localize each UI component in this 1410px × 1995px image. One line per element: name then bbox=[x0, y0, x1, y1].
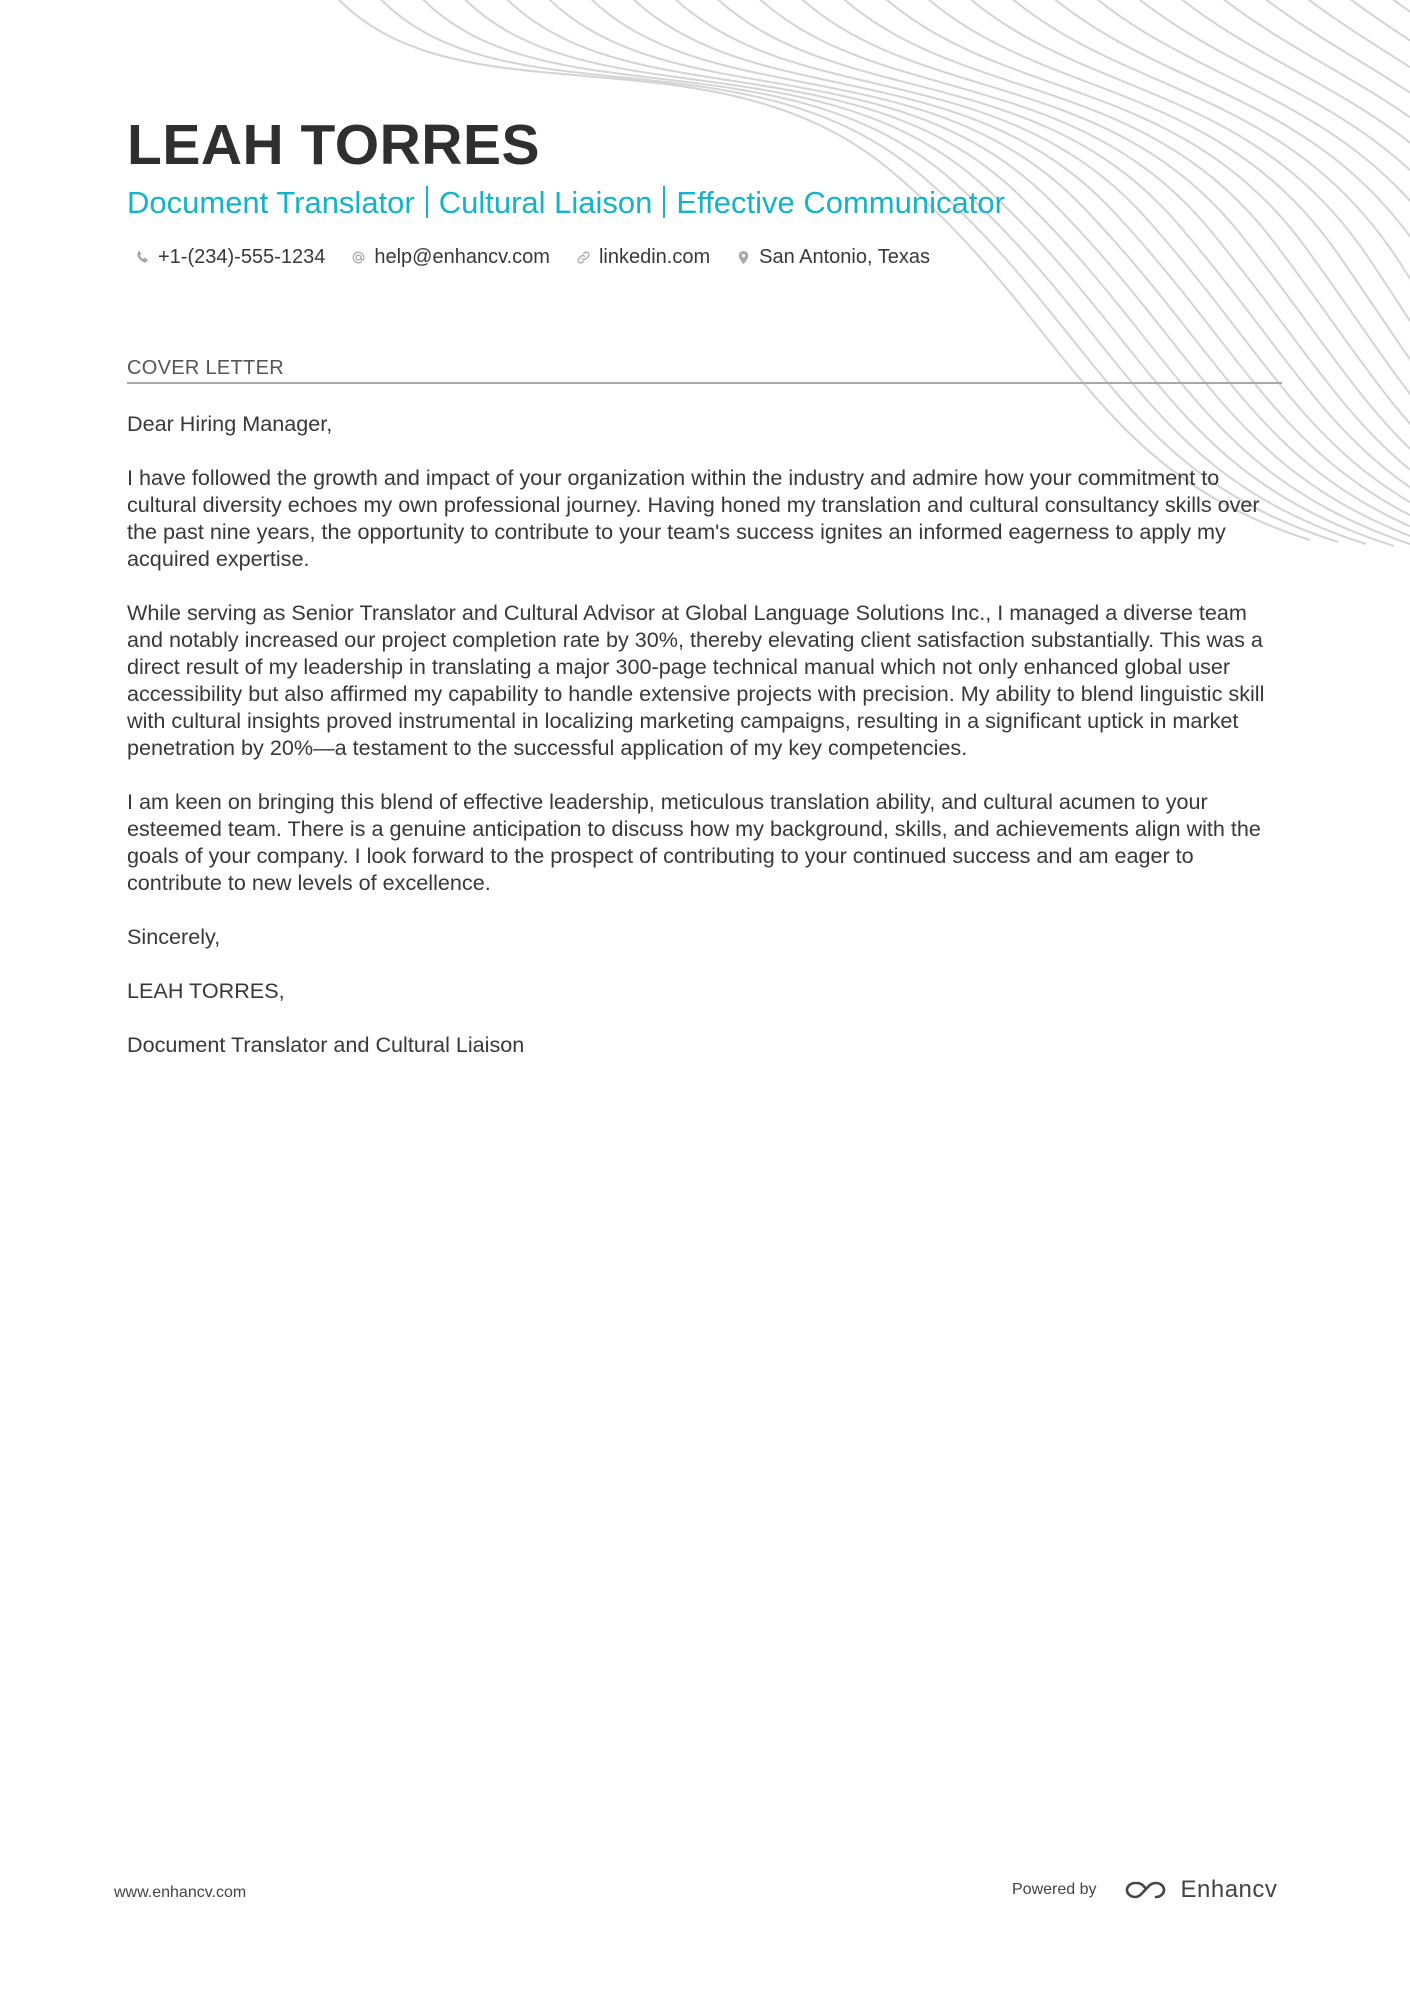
contact-email[interactable] bbox=[351, 246, 550, 269]
headline-role-3: Effective Communicator bbox=[676, 185, 1005, 220]
wave-line bbox=[1338, 0, 1410, 560]
letter-paragraph: While serving as Senior Translator and Cultural Advisor at Global Language Solutions Inc., I managed a diverse team and notably increased our project completion rate by 30%, thereby elevating client satisfaction substantially. This was a direct result of my leadership in translating a major 300-page technical manual which not only enhanced global user accessibility but also affirmed my capability to handle extensive projects with precision. My ability to blend linguistic skill with cultural insights proved instrumental in localizing marketing campaigns, resulting in a significant uptick in market penetration by 20%—a testament to the successful application of my key competencies. bbox=[127, 600, 1265, 760]
headline bbox=[127, 182, 1005, 224]
contact-location bbox=[736, 246, 930, 269]
signature-name: LEAH TORRES, bbox=[127, 978, 285, 1003]
brand-name: Enhancv bbox=[1180, 1876, 1278, 1903]
at-icon bbox=[351, 249, 366, 266]
section-title: COVER LETTER bbox=[127, 357, 284, 379]
headline-separator bbox=[663, 186, 665, 218]
wave-line bbox=[1296, 0, 1410, 560]
powered-by-label: Powered by bbox=[1012, 1881, 1097, 1898]
contact-bar bbox=[135, 246, 956, 269]
website-link: linkedin.com bbox=[598, 246, 711, 268]
letter-greeting: Dear Hiring Manager, bbox=[127, 411, 333, 436]
letter-body bbox=[127, 410, 1287, 1085]
candidate-name: LEAH TORRES bbox=[127, 113, 540, 177]
wave-line bbox=[1380, 0, 1410, 560]
email-address: help@enhancv.com bbox=[374, 246, 550, 268]
location-text: San Antonio, Texas bbox=[759, 246, 930, 268]
footer-branding[interactable] bbox=[1012, 1876, 1277, 1904]
letter-paragraph: I am keen on bringing this blend of effective leadership, meticulous translation ability, and cultural acumen to your esteemed team. There is a genuine anticipation to discuss how my background, skills, and achievements align with the goals of your company. I look forward to the prospect of contributing to your continued success and am eager to contribute to new levels of excellence. bbox=[127, 789, 1261, 895]
headline-role-1: Document Translator bbox=[127, 185, 415, 220]
map-pin-icon bbox=[736, 249, 751, 266]
enhancv-logo-icon bbox=[1123, 1877, 1169, 1903]
phone-number: +1-(234)-555-1234 bbox=[158, 246, 326, 268]
footer-website-link[interactable]: www.enhancv.com bbox=[114, 1884, 247, 1901]
letter-paragraph: I have followed the growth and impact of your organization within the industry and admire how your commitment to cultural diversity echoes my own professional journey. Having honed my translation and cultural consultancy skills over the past nine years, the opportunity to contribute to your team's success ignites an informed eagerness to apply my acquired expertise. bbox=[127, 465, 1260, 571]
section-divider bbox=[127, 382, 1282, 384]
signature-title: Document Translator and Cultural Liaison bbox=[127, 1032, 525, 1057]
headline-role-2: Cultural Liaison bbox=[438, 185, 653, 220]
letter-closing: Sincerely, bbox=[127, 924, 221, 949]
contact-phone[interactable] bbox=[135, 246, 325, 269]
headline-separator bbox=[426, 186, 428, 218]
link-icon bbox=[576, 249, 591, 266]
phone-icon bbox=[135, 249, 150, 266]
contact-website[interactable] bbox=[576, 246, 710, 269]
